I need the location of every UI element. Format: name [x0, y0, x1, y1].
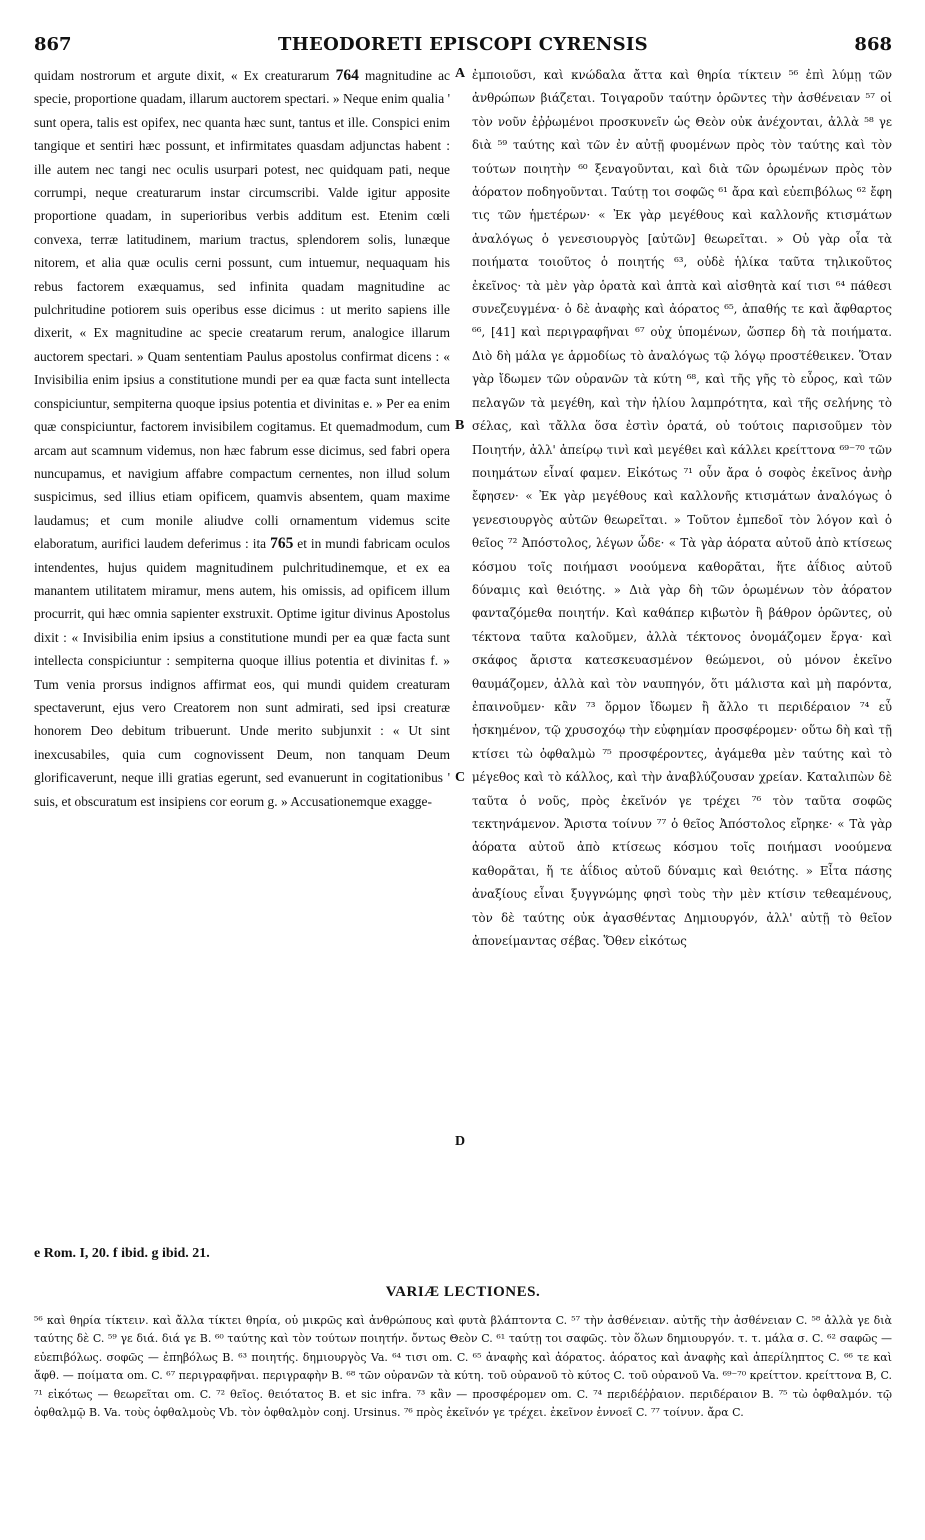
- varia-lectiones: [34, 1312, 892, 1534]
- greek-column: [472, 64, 892, 1250]
- running-title: THEODORETI EPISCOPI CYRENSIS: [278, 34, 648, 55]
- column-number: 764: [335, 67, 359, 84]
- margin-marker-a: A: [455, 66, 466, 81]
- margin-marker-b: B: [455, 418, 465, 433]
- column-number: 765: [270, 535, 294, 553]
- margin-marker-d: D: [455, 1134, 466, 1149]
- running-header: [34, 34, 892, 64]
- margin-marker-c: C: [455, 770, 466, 785]
- latin-text: quidam nostrorum et argute dixit, « Ex creaturarum 764 magnitudine ac specie, proportione quadam, illarum auctorem spectari. » Neque enim qualia ' sunt opera, talis est opifex, nec quanta hæc sunt, tantus et ille. Conspici enim tangique et sentiri hæc possunt, et infirmitates quasdam adjunctas habent : ille autem nec tangi nec oculis usurpari potest, nec quidquam pati, neque corrumpi, neque creaturarum instar circumscribi. Valde igitur apposite proportione quadam, in superioribus verbis additum est. Etenim cœli convexa, terræ latitudinem, marium tractus, splendorem solis, lunæque nitorem, et alia quæ oculis cerni possunt, cum intuemur, nequaquam his rebus factorem exæquamus, sed infinita quadam magnitudine ac pulchritudine potiorem suis operibus esse dicimus : ut merito sapiens ille dixerit, « Ex magnitudine ac specie creatarum rerum, analogice illarum auctorem spectari. » Quam sententiam Paulus apostolus confirmat dicens : « Invisibilia enim ipsius a constitutione mundi per ea quæ facta sunt intellecta conspiciuntur, sempiterna quoque ipsius potentia et divinitas e. » Per ea enim quæ conspiciuntur, factorem invisibilem cogitamus. Et quemadmodum, cum arcam aut scamnum videmus, non hæc fabrum esse dicimus, sed fabri opera nuncupamus, et navigium affabre compactum cernentes, non illud solum suspicimus, sed illius etiam opificem, quamvis absentem, quam maxime laudamus; et cum monile aliudve colli ornamentum videmus scite elaboratum, aurifici laudem deferimus : ita 765 et in mundi fabricam oculos intendentes, hujus quidem magnitudinem pulchritudinemque, et ex ea manantem utilitatem miramur, mens autem, his omissis, ad opificem illum procurrit, qui hæc omnia sapienter exstruxit. Optime igitur divinus Apostolus dixit : « Invisibilia enim ipsius a constitutione mundi per ea quæ facta sunt intellecta conspiciuntur : sempiterna quoque illius potentia et divinitas f. » Tum venia prorsus indignos affirmat eos, qui mundi quidem creaturam spectaverunt, ejus vero Creatorem non sunt admirati, sed ipsi creaturæ honorem Deo debitum tribuerunt. Unde merito subjunxit : « Ut sint inexcusabiles, quia cum cognovissent Deum, non tanquam Deum glorificaverunt, neque illi gratias egerunt, sed evanuerunt in cogitationibus ' suis, et obscuratum est insipiens cor eorum g. » Accusationemque exagge-: [34, 67, 450, 809]
- footnotes: e Rom. I, 20. f ibid. g ibid. 21.: [34, 1246, 210, 1261]
- latin-column: [34, 64, 450, 1250]
- varia-text: ⁵⁶ καὶ θηρία τίκτειν. καὶ ἄλλα τίκτει θηρία, οὐ μικρῶς καὶ ἀνθρώπους καὶ φυτὰ βλάπτοντα C. ⁵⁷ τὴν ἀσθένειαν. αὐτῆς τὴν ἀσθένειαν C. ⁵⁸ ἀλλὰ γε διὰ ταύτης δὲ C. ⁵⁹ γε διά. διά γε B. ⁶⁰ ταύτης καὶ τὸν τούτων ποιητήν. ὄντως Θεὸν C. ⁶¹ ταύτῃ τοι σαφῶς. τὸν ὅλων δημιουργόν. τ. τ. μάλα σ. C. ⁶² σαφῶς — εὐεπιβόλως. σοφῶς — ἐπηβόλως B. ⁶³ ποιητής. δημιουργὸς Va. ⁶⁴ τισι om. C. ⁶⁵ ἀναφὴς καὶ ἀόρατος. ἀόρατος καὶ ἀναφὴς καὶ ἀπερίληπτος C. ⁶⁶ τε καὶ ἄφθ. — ποίματα om. C. ⁶⁷ περιγραφῆναι. περιγραφὴν B. ⁶⁸ τῶν οὐρανῶν τὰ κύτη. τοῦ οὐρανοῦ τὸ κύτος C. τοῦ οὐρανοῦ Va. ⁶⁹⁻⁷⁰ κρείττον. κρείττονα B, C. ⁷¹ εἰκότως — θεωρεῖται om. C. ⁷² θεῖος. θειότατος B. et sic infra. ⁷³ κἂν — προσφέρομεν om. C. ⁷⁴ περιδέῤῥαιον. περιδέραιον B. ⁷⁵ τὼ ὀφθαλμόν. τῷ ὀφθαλμῷ B. Va. τοὺς ὀφθαλμοὺς Vb. τὸν ὀφθαλμὸν conj. Ursinus. ⁷⁶ πρὸς ἐκεῖνόν γε τρέχει. ἐκεῖνον ἐννοεῖ C. ⁷⁷ τοίνυν. ἄρα C.: [34, 1314, 892, 1420]
- varia-lectiones-title: VARIÆ LECTIONES.: [385, 1284, 541, 1300]
- right-page-number: 868: [854, 34, 892, 55]
- left-page-number: 867: [34, 34, 72, 55]
- greek-text: ἐμποιοῦσι, καὶ κνώδαλα ἄττα καὶ θηρία τίκτειν ⁵⁶ ἐπὶ λύμῃ τῶν ἀνθρώπων βιάζεται. Τοιγαροῦν ταύτην ὁρῶντες τὴν ἀσθένειαν ⁵⁷ οἱ τὸν νοῦν ἐῤῥωμένοι προσκυνεῖν ὡς Θεὸν οὐκ ἀνέχονται, ἀλλὰ ⁵⁸ γε διὰ ⁵⁹ ταύτης καὶ τῶν ἐν αὐτῇ φυομένων πρὸς τὸν ταύτης καὶ τὸν τούτων ποιητὴν ⁶⁰ ξεναγοῦνται, καὶ διὰ τῶν ὁρωμένων πρὸς τὸν ἀόρατον ποδηγοῦνται. Ταύτῃ τοι σοφῶς ⁶¹ ἄρα καὶ εὐεπιβόλως ⁶² ἔφη τις τῶν ἡμετέρων· « Ἐκ γὰρ μεγέθους καὶ καλλονῆς κτισμάτων ἀναλόγως ὁ γενεσιουργὸς [αὐτῶν] θεωρεῖται. » Οὐ γὰρ οἷα τὰ ποιήματα τοιοῦτος ὁ ποιητής ⁶³, οὐδὲ ἡλίκα ταῦτα τηλικοῦτος ἐκεῖνος· τὰ μὲν γὰρ ὁρατὰ καὶ ἁπτὰ καὶ αἰσθητὰ καί τισι ⁶⁴ πάθεσι συνεζευγμένα· ὁ δὲ ἀναφὴς καὶ ἀόρατος ⁶⁵, ἀπαθής τε καὶ ἄφθαρτος ⁶⁶, [41] καὶ περιγραφῆναι ⁶⁷ οὐχ ὑπομένων, ὥσπερ δὴ τὰ ποιήματα. Διὸ δὴ μάλα γε ἁρμοδίως τὸ ἀναλόγως τῷ λόγῳ προστέθεικεν. Ὅταν γὰρ ἴδωμεν τῶν οὐρανῶν τὰ κύτη ⁶⁸, καὶ τῆς γῆς τὸ εὖρος, καὶ τῶν πελαγῶν τὰ μεγέθη, καὶ τὴν ἡλίου λαμπρότητα, καὶ τῆς σελήνης τὸ σέλας, καὶ τἄλλα ὅσα ἐστὶν ὁρατά, οὐ τούτοις παρισοῦμεν τὸν Ποιητήν, ἀλλ' ἀπείρῳ τινὶ καὶ μεγέθει καὶ κάλλει κρείττονα ⁶⁹⁻⁷⁰ τῶν ποιημάτων εἶναί φαμεν. Εἰκότως ⁷¹ οὖν ἄρα ὁ σοφὸς ἐκεῖνος ἀνὴρ ἔφησεν· « Ἐκ γὰρ μεγέθους καὶ καλλονῆς κτισμάτων ἀναλόγως ὁ γενεσιουργὸς αὐτῶν θεωρεῖται. » Τοῦτον ἐμπεδοῖ τὸν λόγον καὶ ὁ θεῖος ⁷² Ἀπόστολος, λέγων ὧδε· « Τὰ γὰρ ἀόρατα αὐτοῦ ἀπὸ κτίσεως κόσμου τοῖς ποιήμασι νοούμενα καθορᾶται, ἥτε ἀΐδιος αὐτοῦ δύναμις καὶ θειότης. » Διὰ γὰρ δὴ τῶν ὁρωμένων τὸν ἀόρατον φανταζόμεθα ποιητήν. Καὶ καθάπερ κιβωτὸν ἢ βάθρον ὁρῶντες, οὐ τέκτονα ταῦτα καλοῦμεν, ἀλλὰ τέκτονος ὀνομάζομεν ἔργα· καὶ σκάφος ἄριστα κατεσκευασμένον θεώμενοι, οὐ μόνον ἐκεῖνο θαυμάζομεν, ἀλλὰ καὶ τὸν ναυπηγόν, ὅτι μάλιστα καὶ μὴ παρόντα, ἐπαινοῦμεν· κἂν ⁷³ ὅρμον ἴδωμεν ἢ ἄλλο τι περιδέραιον ⁷⁴ εὖ ἠσκημένον, τῷ χρυσοχόῳ τὴν εὐφημίαν προσφέρομεν· οὕτω δὴ καὶ τῇ κτίσει τὼ ὀφθαλμὼ ⁷⁵ προσφέροντες, ἀγάμεθα μὲν ταύτης καὶ τὸ μέγεθος καὶ τὸ κάλλος, καὶ τὴν ἀναβλύζουσαν χρείαν. Καταλιπὼν δὲ ταῦτα ὁ νοῦς, πρὸς ἐκεῖνόν γε τρέχει ⁷⁶ τὸν ταῦτα σοφῶς τεκτηνάμενον. Ἄριστα τοίνυν ⁷⁷ ὁ θεῖος Ἀπόστολος εἴρηκε· « Τὰ γὰρ ἀόρατα αὐτοῦ ἀπὸ κτίσεως κόσμου τοῖς ποιήμασι νοούμενα καθορᾶται, ἥ τε ἀΐδιος αὐτοῦ δύναμις καὶ θειότης. » Εἶτα πάσης ἀναξίους εἶναι ξυγγνώμης φησὶ τοὺς τὴν μὲν κτίσιν τεθεαμένους, τὸν δὲ ταύτης οὐκ ἀγασθέντας Δημιουργόν, ἀλλ' αὐτῇ τὸ θεῖον ἀπονείμαντας σέβας. Ὅθεν εἰκότως: [472, 68, 892, 949]
